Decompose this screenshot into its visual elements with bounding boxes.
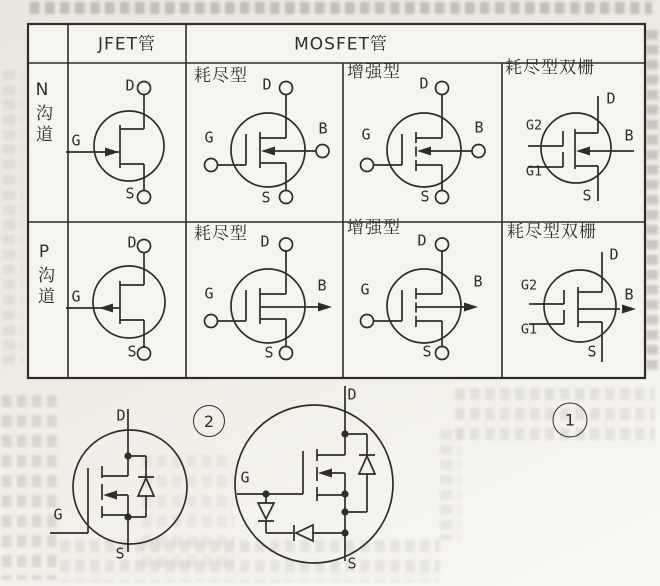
cell-title-n-enhancement: 增强型 — [347, 62, 401, 82]
row-header-n-channel: N沟道 — [32, 80, 52, 146]
table-header-jfet: JFET管 — [98, 34, 156, 55]
symbol-mosfet-with-body-diode — [50, 406, 187, 552]
terminal-label-b: B — [474, 118, 484, 137]
terminal-label-g: G — [204, 128, 214, 147]
symbol-mosfet-with-gate-protection-diodes — [235, 386, 393, 563]
terminal-label-g: G — [361, 125, 371, 144]
cell-title-p-depletion: 耗尽型 — [194, 224, 248, 244]
terminal-label-s: S — [582, 186, 592, 205]
terminal-label-d: D — [347, 385, 357, 404]
terminal-label-b: B — [624, 126, 634, 145]
terminal-label-s: S — [125, 184, 135, 203]
terminal-label-d: D — [606, 89, 616, 108]
terminal-label-s: S — [422, 342, 432, 361]
terminal-label-d: D — [417, 231, 427, 250]
terminal-label-d: D — [262, 75, 272, 94]
terminal-label-s: S — [587, 342, 597, 361]
table-header-mosfet: MOSFET管 — [294, 34, 388, 55]
terminal-label-s: S — [115, 544, 125, 563]
terminal-label-s: S — [264, 343, 274, 362]
terminal-label-s: S — [127, 342, 137, 361]
terminal-label-b: B — [318, 119, 328, 138]
terminal-label-d: D — [609, 245, 619, 264]
terminal-label-s: S — [420, 187, 430, 206]
terminal-label-g: G — [71, 287, 81, 306]
terminal-label-g: G — [360, 280, 370, 299]
terminal-label-d: D — [116, 406, 126, 425]
terminal-label-b: B — [473, 272, 483, 291]
terminal-label-g2: G2 — [525, 117, 543, 134]
figure-number-badge-1: 1 — [553, 403, 588, 438]
terminal-label-g: G — [240, 468, 250, 487]
terminal-label-d: D — [127, 233, 137, 252]
terminal-label-g: G — [204, 284, 214, 303]
terminal-label-g: G — [71, 131, 81, 150]
terminal-label-b: B — [317, 276, 327, 295]
terminal-label-g1: G1 — [520, 321, 538, 338]
terminal-label-g: G — [53, 505, 63, 524]
row-header-p-channel: P沟道 — [34, 242, 54, 308]
terminal-label-b: B — [624, 285, 634, 304]
terminal-label-d: D — [260, 232, 270, 251]
figure-number-badge-2: 2 — [193, 405, 225, 437]
terminal-label-s: S — [347, 554, 357, 573]
terminal-label-g2: G2 — [520, 277, 538, 294]
terminal-label-g1: G1 — [525, 163, 543, 180]
terminal-label-s: S — [261, 188, 271, 207]
cell-title-n-depletion: 耗尽型 — [194, 66, 248, 86]
cell-title-p-enhancement: 增强型 — [347, 218, 401, 238]
terminal-label-d: D — [419, 74, 429, 93]
cell-title-n-dual-gate: 耗尽型双栅 — [505, 58, 595, 78]
cell-title-p-dual-gate: 耗尽型双栅 — [507, 222, 597, 242]
terminal-label-d: D — [125, 76, 135, 95]
